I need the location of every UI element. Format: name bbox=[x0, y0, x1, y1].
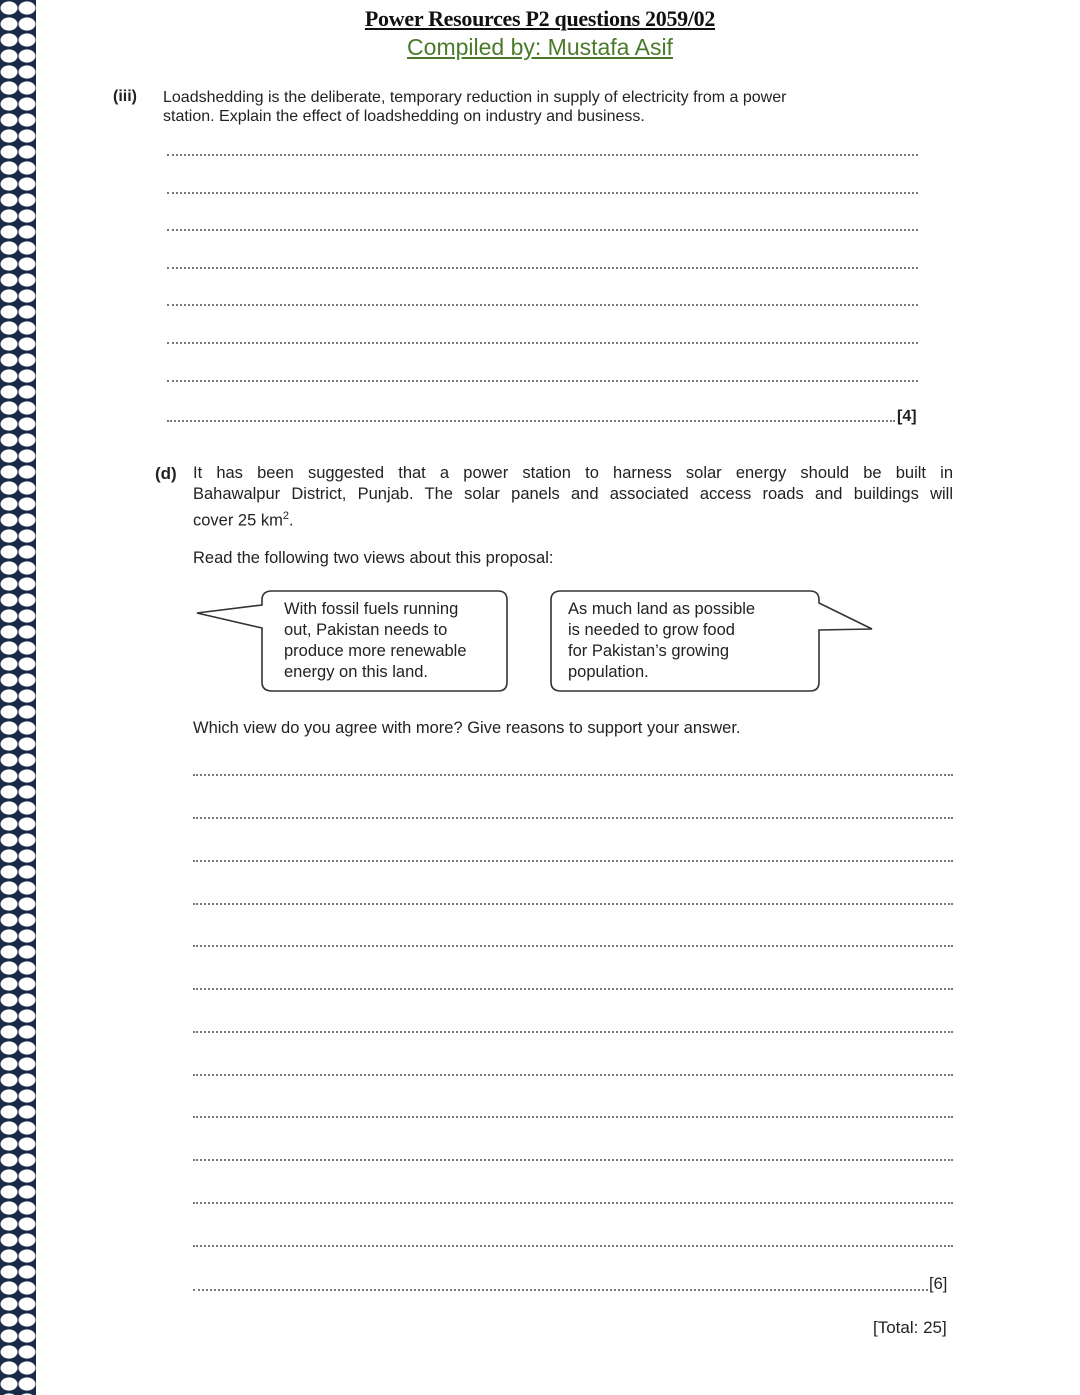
question-d-text-line3: cover 25 $km^2$. bbox=[193, 510, 294, 530]
question-iii-text-line1: Loadshedding is the deliberate, temporary reduction in supply of electricity from a power bbox=[163, 89, 787, 106]
page-title: Power Resources P2 questions 2059/02 bbox=[364, 6, 716, 31]
question-d-text-line2: Bahawalpur District, Punjab. The solar panels and associated access roads and buildings will bbox=[193, 485, 953, 503]
view-right-line: As much land as possible bbox=[568, 600, 756, 618]
answer-line[interactable] bbox=[193, 1159, 953, 1161]
question-d-label: (d) bbox=[155, 464, 177, 483]
question-iii-text-line2: station. Explain the effect of loadshedding on industry and business. bbox=[163, 108, 645, 125]
question-iii-label: (iii) bbox=[113, 88, 137, 105]
view-left-line: produce more renewable bbox=[284, 642, 467, 660]
read-views-prompt: Read the following two views about this proposal: bbox=[193, 549, 554, 567]
answer-line[interactable] bbox=[193, 1289, 928, 1291]
view-left-line: out, Pakistan needs to bbox=[284, 621, 448, 639]
answer-line[interactable] bbox=[193, 1116, 953, 1118]
answer-line[interactable] bbox=[193, 774, 953, 776]
answer-line[interactable] bbox=[193, 1074, 953, 1076]
compiler-credit: Compiled by: Mustafa Asif bbox=[407, 34, 673, 60]
answer-line[interactable] bbox=[193, 860, 953, 862]
answer-line[interactable] bbox=[193, 1245, 953, 1247]
total-marks: [Total: 25] bbox=[873, 1318, 947, 1337]
marks-d: [6] bbox=[929, 1275, 948, 1293]
question-d-text-line1: It has been suggested that a power station to harness solar energy should be built in bbox=[193, 464, 953, 482]
answer-line[interactable] bbox=[193, 1202, 953, 1204]
view-left-line: energy on this land. bbox=[284, 663, 429, 681]
view-right-line: population. bbox=[568, 663, 649, 681]
answer-line[interactable] bbox=[193, 988, 953, 990]
view-right-line: is needed to grow food bbox=[568, 621, 735, 639]
answer-line[interactable] bbox=[193, 903, 953, 905]
answer-line[interactable] bbox=[193, 817, 953, 819]
answer-line[interactable] bbox=[193, 1031, 953, 1033]
question-d-prompt: Which view do you agree with more? Give reasons to support your answer. bbox=[193, 719, 741, 737]
marks-iii: [4] bbox=[897, 408, 917, 425]
view-left-line: With fossil fuels running bbox=[284, 600, 459, 618]
answer-line[interactable] bbox=[193, 945, 953, 947]
view-right-line: for Pakistan’s growing bbox=[568, 642, 730, 660]
